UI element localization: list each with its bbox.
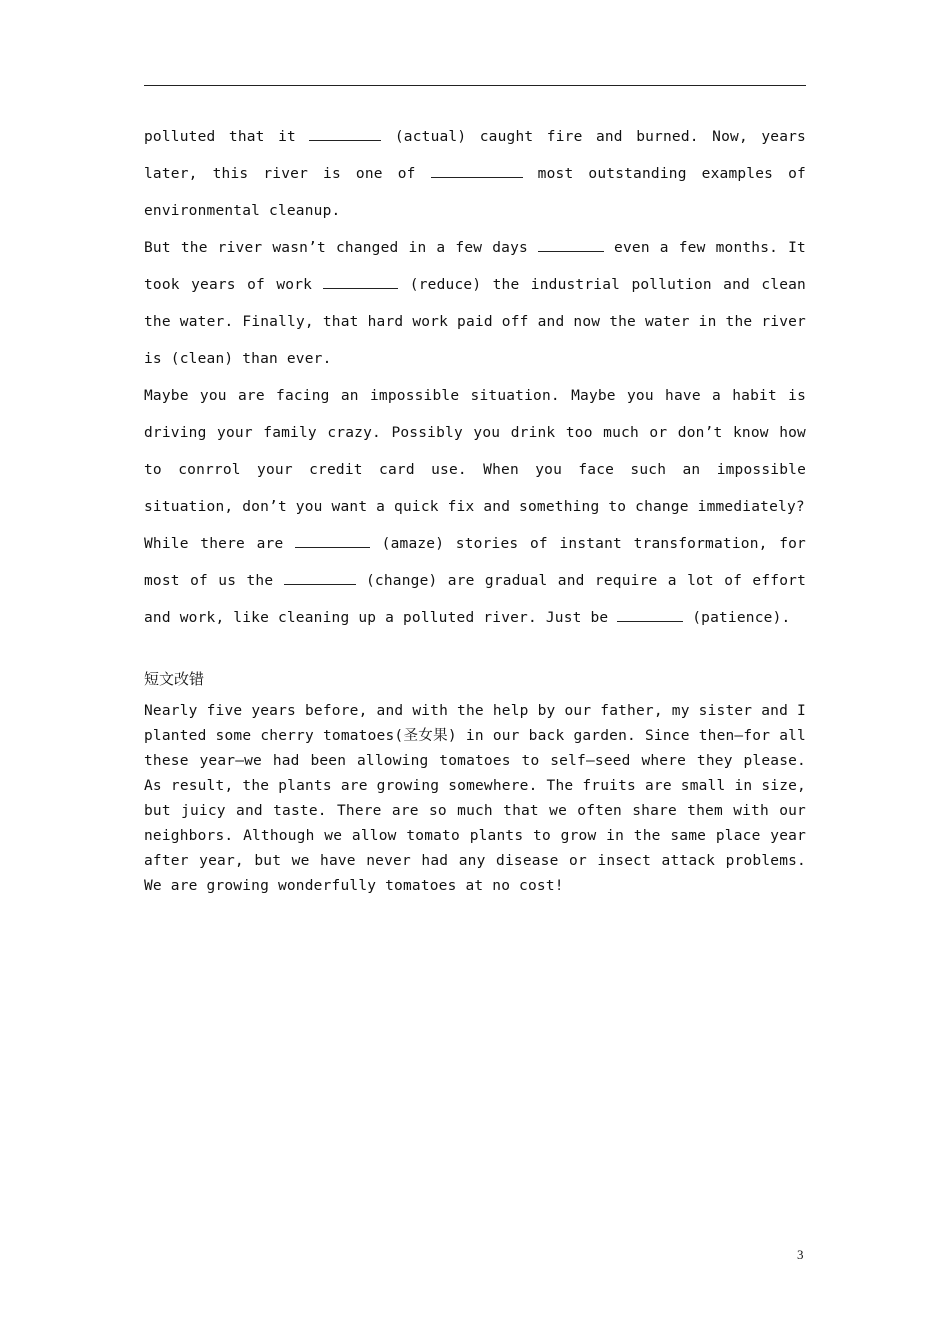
answer-blank [295,533,370,548]
answer-blank [617,607,683,622]
answer-blank [431,163,523,178]
error-correction-passage: Nearly five years before, and with the help by our father, my sister and I planted some cherry tomatoes(圣女果) in our back garden. Since then—for all these year—we had been allowing tomatoes to self—seed where they please. As result, the plants are growing somewhere. The fruits are small in size, but juicy and taste. There are so much that we often share them with our neighbors. Although we allow tomato plants to grow in the same place year after year, but we have never had any disease or insect attack problems. We are growing wonderfully tomatoes at no cost! [144,703,806,894]
answer-blank [323,274,398,289]
text-run: polluted that it [144,129,310,145]
answer-blank [538,237,604,252]
page-number: 3 [797,1247,804,1262]
text-run: (actual) caught fire and burned. Now, years later, this river is one of [144,129,806,182]
page-content [144,119,806,899]
text-run: (change) are gradual and require a lot of effort and work, like cleaning up a polluted river. Just be [144,573,806,626]
text-run: (amaze) stories of instant transformation, for most of us the [144,536,806,589]
passage-paragraph-4 [144,526,806,637]
passage-paragraph-2 [144,230,806,378]
header-rule [144,85,806,86]
text-run: even a few months. It took years of work [144,240,806,293]
text-run: (reduce) the industrial pollution and clean the water. Finally, that hard work paid off and now the water in the river is (clean) than ever. [144,277,806,367]
answer-blank [284,570,356,585]
text-run: But the river wasn’t changed in a few days [144,240,538,256]
text-run: (patience). [683,610,791,626]
passage-paragraph-1 [144,119,806,230]
section-title: 短文改错 [144,670,205,688]
text-run: While there are [144,536,296,552]
answer-blank [309,126,381,141]
text-run: most outstanding examples of environmental cleanup. [144,166,806,219]
passage-paragraph-3: Maybe you are facing an impossible situation. Maybe you have a habit is driving your family crazy. Possibly you drink too much or don’t know how to conrrol your credit card use. When you face such an impossible situation, don’t you want a quick fix and something to change immediately? [144,388,806,515]
